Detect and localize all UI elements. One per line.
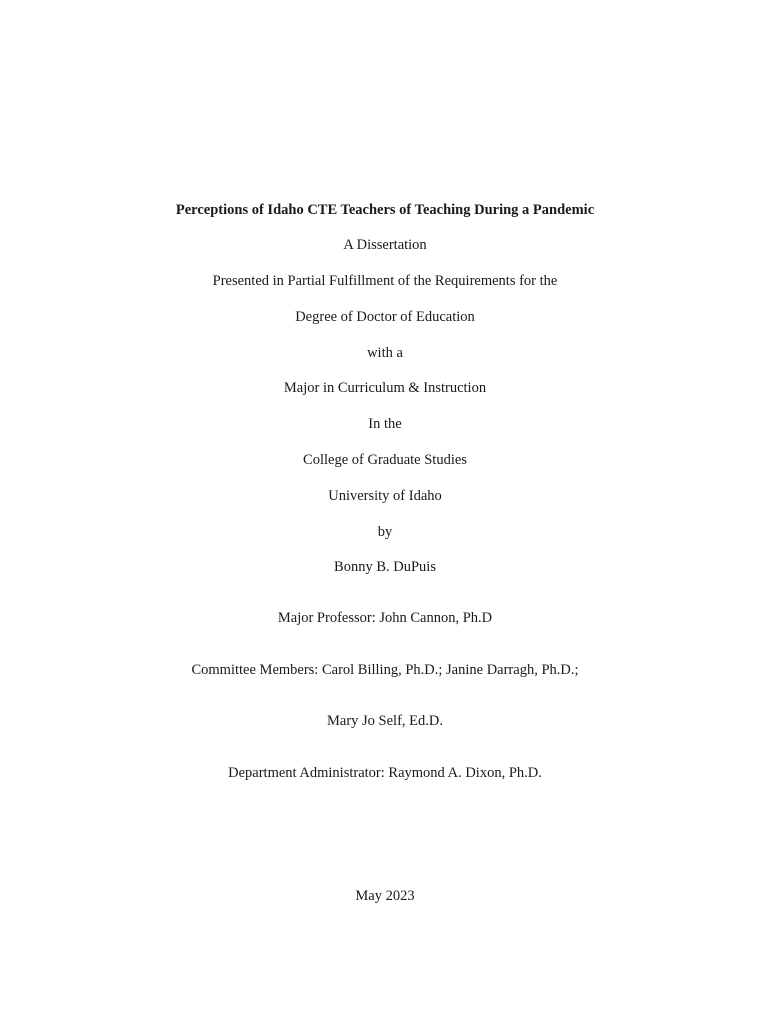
major: Major in Curriculum & Instruction xyxy=(283,380,487,396)
department-administrator: Department Administrator: Raymond A. Dixon, Ph.D. xyxy=(228,765,542,781)
major-professor: Major Professor: John Cannon, Ph.D xyxy=(277,610,493,626)
fulfillment-statement: Presented in Partial Fulfillment of the Requirements for the xyxy=(212,273,558,289)
university: University of Idaho xyxy=(328,488,442,504)
college: College of Graduate Studies xyxy=(303,452,467,468)
by: by xyxy=(377,524,393,540)
degree: Degree of Doctor of Education xyxy=(295,309,475,325)
committee-members-continued: Mary Jo Self, Ed.D. xyxy=(327,713,443,729)
date: May 2023 xyxy=(355,888,415,904)
in-the: In the xyxy=(368,416,402,432)
document-type: A Dissertation xyxy=(343,237,427,253)
dissertation-title: Perceptions of Idaho CTE Teachers of Teaching During a Pandemic xyxy=(175,202,595,218)
author-name: Bonny B. DuPuis xyxy=(334,559,436,575)
committee-members: Committee Members: Carol Billing, Ph.D.; Janine Darragh, Ph.D.; xyxy=(191,662,579,678)
with-a: with a xyxy=(367,345,403,361)
